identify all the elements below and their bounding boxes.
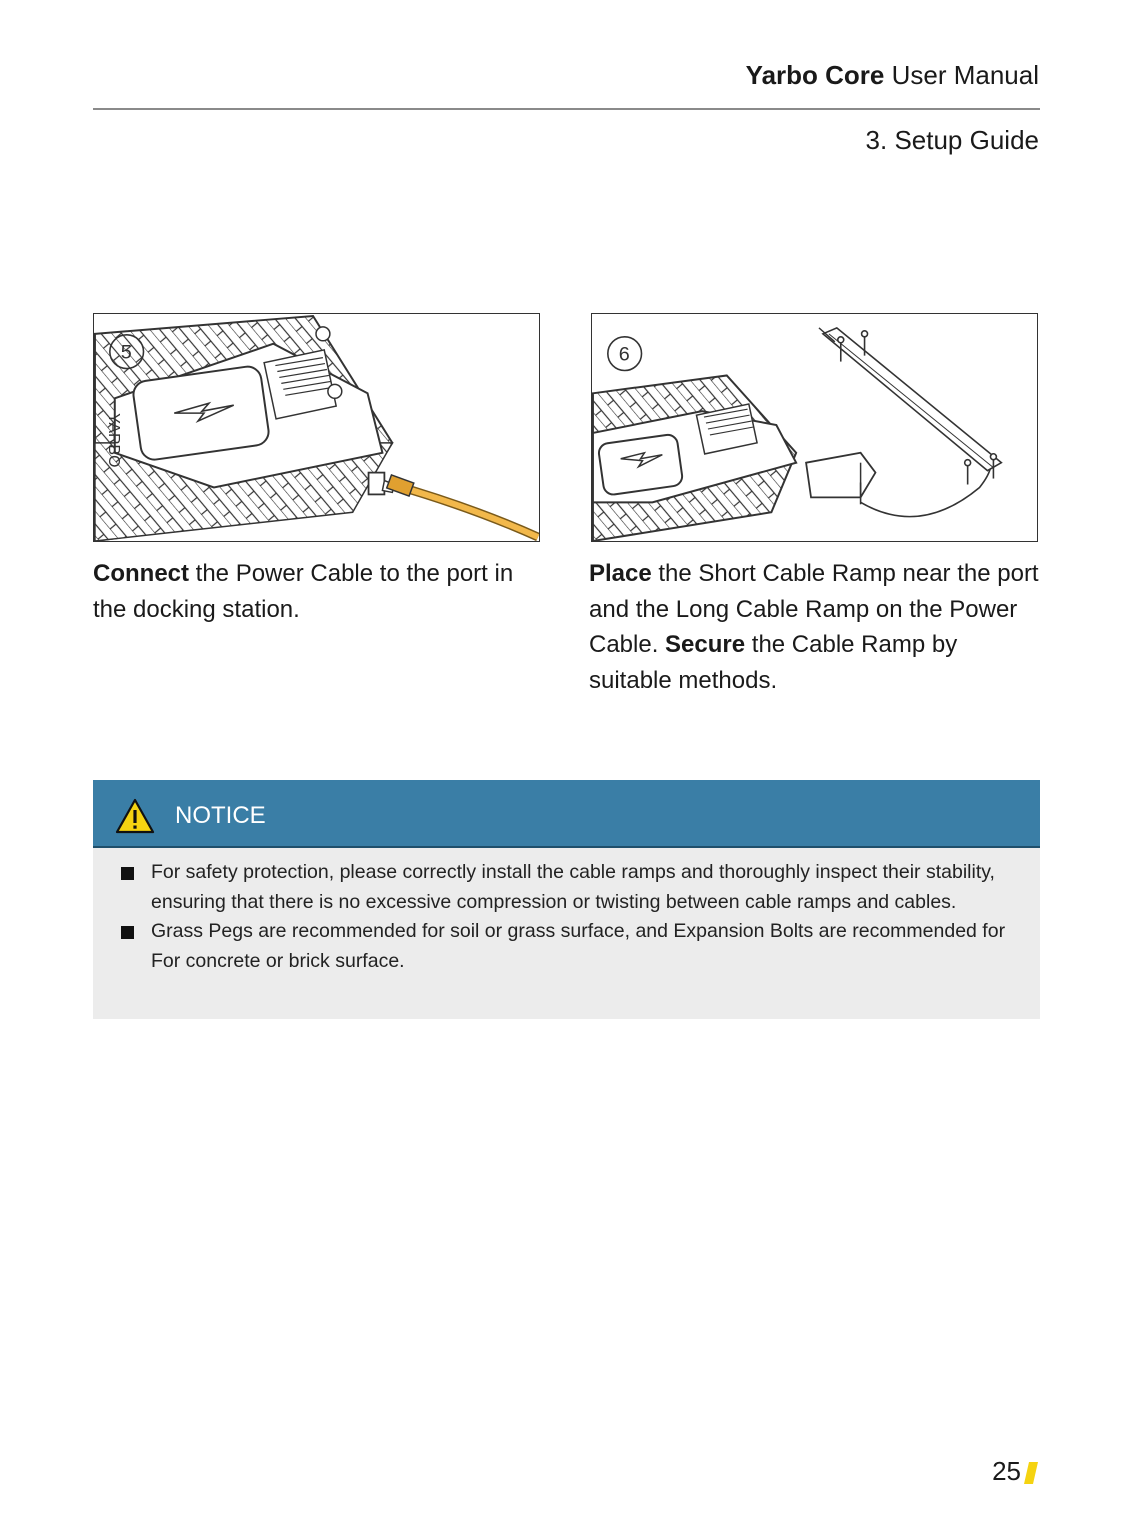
notice-list [93, 848, 1040, 976]
bullet-square-icon [121, 926, 134, 939]
notice-title: NOTICE [175, 802, 266, 829]
page-accent-mark-icon [1024, 1462, 1038, 1484]
cable-ramp-illustration [592, 314, 1037, 541]
step-5-number: 5 [120, 341, 132, 364]
step-6-caption-bold-secure: Secure [665, 631, 746, 658]
step-6-number: 6 [618, 343, 630, 366]
notice-header [93, 780, 1040, 848]
notice-item-text: Grass Pegs are recommended for soil or grass surface, and Expansion Bolts are recommended for For concrete or brick surface. [151, 920, 1006, 972]
figure-step-5 [93, 313, 540, 542]
notice-item-text: For safety protection, please correctly install the cable ramps and thoroughly inspect their stability, ensuring that there is no excessive compression or twisting between cable ramps and cables. [151, 861, 995, 913]
step-5-caption-text: the Power Cable to the port in the docking station. [93, 560, 514, 623]
bullet-square-icon [121, 867, 134, 880]
notice-box [93, 780, 1040, 1019]
step-5-caption-bold: Connect [93, 560, 189, 587]
header-divider [93, 108, 1040, 110]
step-5-caption [93, 556, 523, 627]
step-6-caption [589, 556, 1044, 698]
notice-item [151, 917, 1010, 976]
page-header [746, 60, 1039, 91]
notice-item [151, 858, 1010, 917]
page-number: 25 [992, 1456, 1021, 1486]
header-title-rest: User Manual [884, 60, 1039, 90]
section-title: 3. Setup Guide [865, 125, 1039, 155]
step-6-caption-text-1: the Short Cable Ramp near the port and the Long Cable Ramp on the Power Cable. [589, 560, 1039, 658]
figure-step-6 [591, 313, 1038, 542]
step-6-caption-bold-place: Place [589, 560, 652, 587]
step-6-caption-text-2: the Cable Ramp by suitable methods. [589, 631, 958, 694]
docking-station-cable-illustration [94, 314, 539, 541]
header-brand: Yarbo Core [745, 60, 885, 90]
device-brand-label: YARBO [104, 413, 122, 468]
warning-triangle-icon [115, 798, 155, 834]
